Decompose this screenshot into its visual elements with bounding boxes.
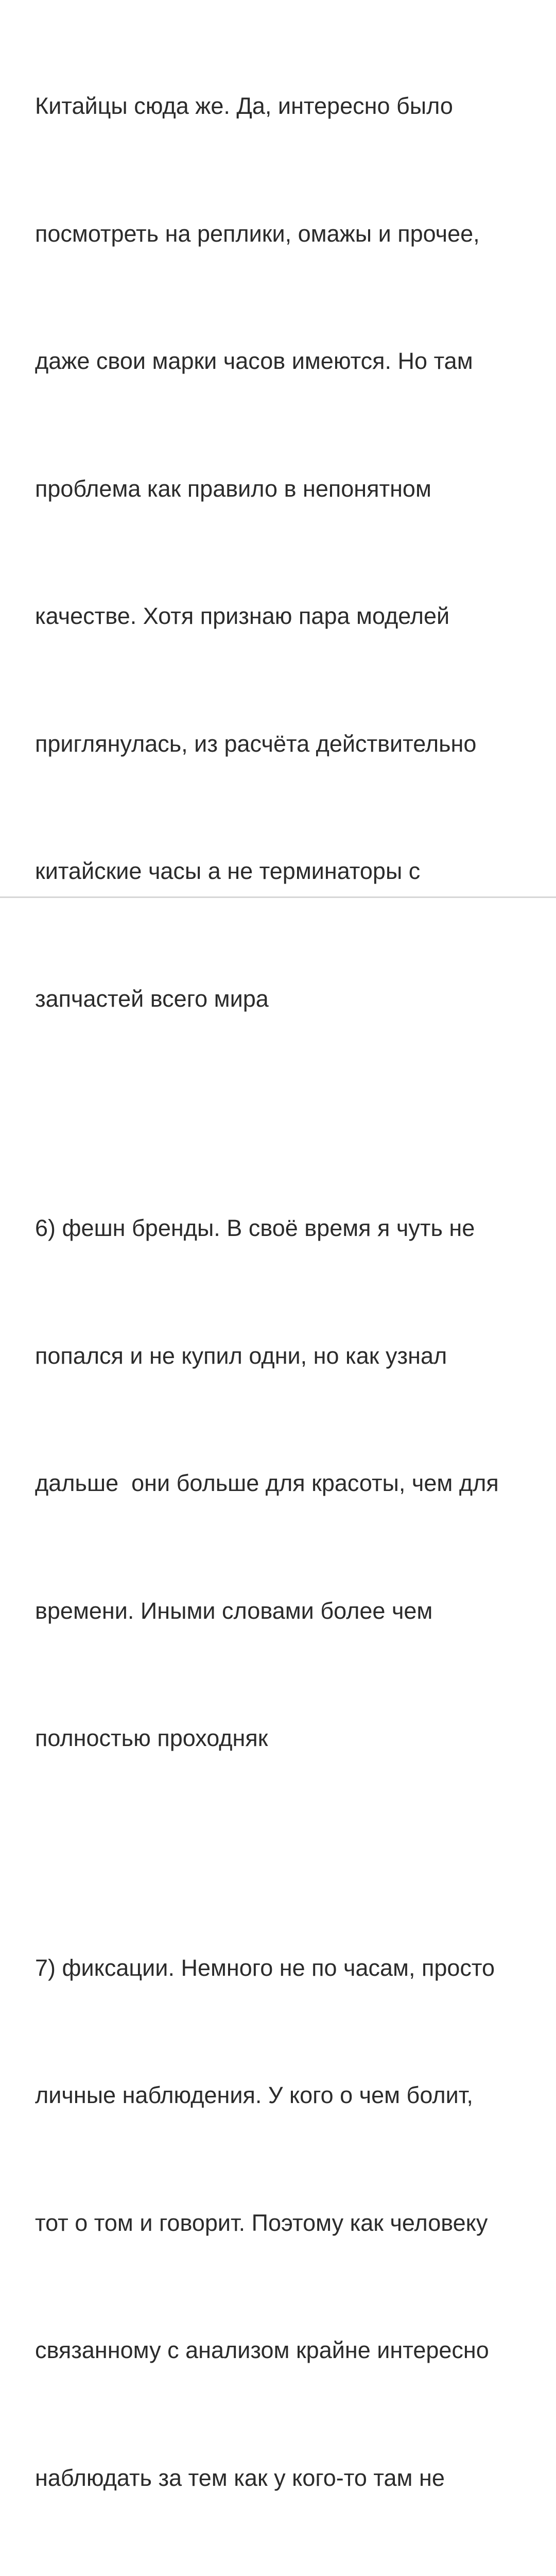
- text-line: наблюдать за тем как у кого-то там не: [35, 2457, 529, 2500]
- text-line: даже свои марки часов имеются. Но там: [35, 340, 529, 383]
- text-line: китайские часы а не терминаторы с: [35, 850, 529, 893]
- paragraph-fashion-brands: [35, 1122, 529, 1845]
- article-body: [35, 0, 529, 2576]
- text-line: личные наблюдения. У кого о чем болит,: [35, 2074, 529, 2117]
- text-line: дальше они больше для красоты, чем для: [35, 1462, 529, 1505]
- text-line: времени. Иными словами более чем: [35, 1590, 529, 1633]
- text-line: полностью проходняк: [35, 1717, 529, 1760]
- paragraph-chinese-watches: [35, 0, 529, 1105]
- bottom-divider: [0, 896, 556, 898]
- text-line: Китайцы сюда же. Да, интересно было: [35, 85, 529, 128]
- text-line: запчастей всего мира: [35, 978, 529, 1021]
- paragraph-spacer: [35, 1105, 529, 1122]
- text-line: приглянулась, из расчёта действительно: [35, 723, 529, 766]
- text-line: тот о том и говорит. Поэтому как человеку: [35, 2202, 529, 2245]
- text-line: проблема как правило в непонятном: [35, 468, 529, 511]
- text-line: 7) фиксации. Немного не по часам, просто: [35, 1947, 529, 1990]
- text-line: связанному с анализом крайне интересно: [35, 2329, 529, 2372]
- paragraph-spacer: [35, 1845, 529, 1862]
- text-line: попался и не купил одни, но как узнал: [35, 1335, 529, 1378]
- text-line: посмотреть на реплики, омажы и прочее,: [35, 213, 529, 256]
- paragraph-fixations: [35, 1862, 529, 2576]
- text-line: 6) фешн бренды. В своё время я чуть не: [35, 1207, 529, 1250]
- text-line: качестве. Хотя признаю пара моделей: [35, 595, 529, 638]
